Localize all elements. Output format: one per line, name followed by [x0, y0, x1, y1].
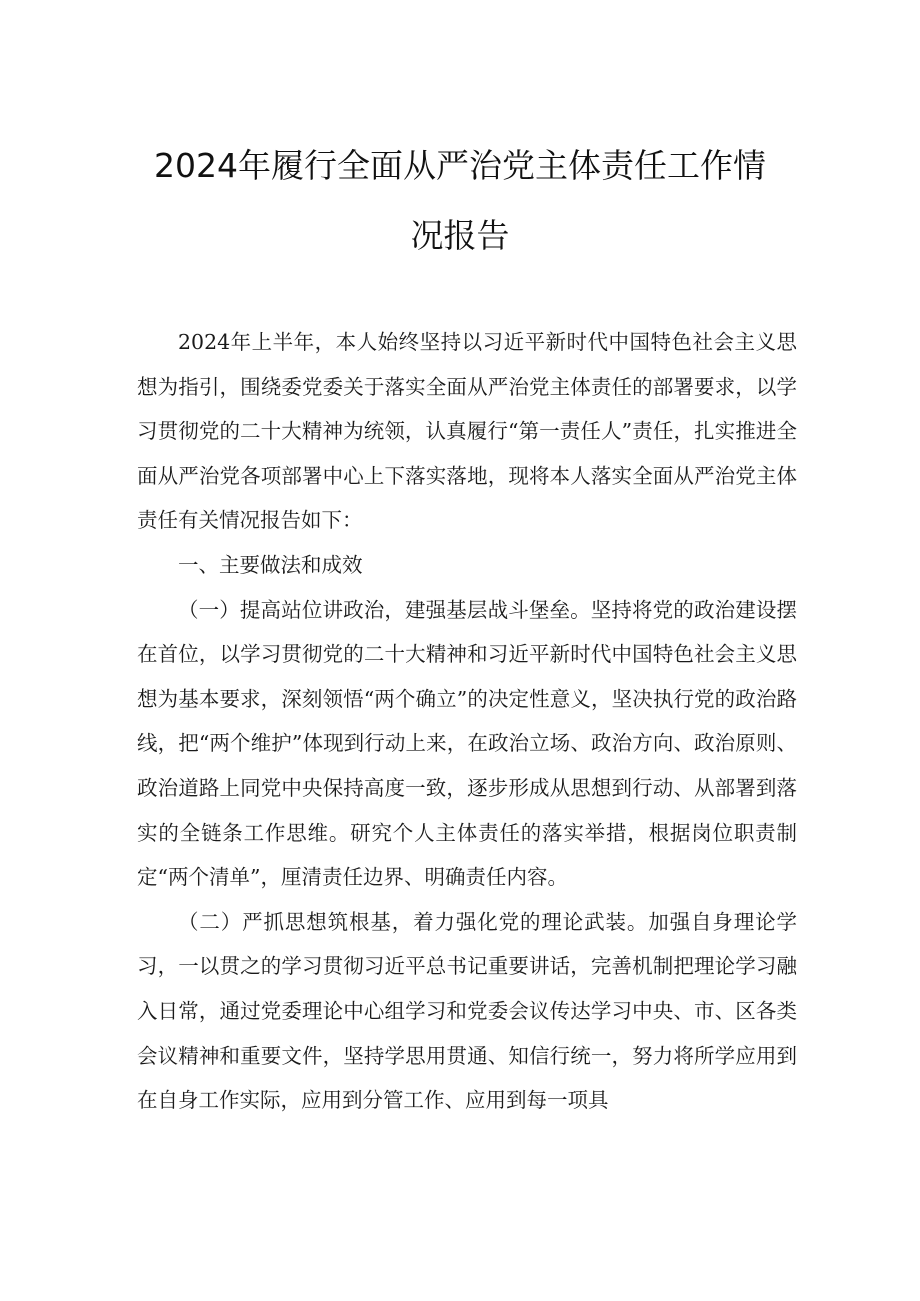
intro-paragraph: 2024年上半年，本人始终坚持以习近平新时代中国特色社会主义思想为指引，围绕委党委关于落实全面从严治党主体责任的部署要求，以学习贯彻党的二十大精神为统领，认真履行“第一责任人”责任，扎实推进全面从严治党各项部署中心上下落实落地，现将本人落实全面从严治党主体责任有关情况报告如下： [137, 330, 797, 533]
body-paragraph: （一）提高站位讲政治，建强基层战斗堡垒。坚持将党的政治建设摆在首位，以学习贯彻党的二十大精神和习近平新时代中国特色社会主义思想为基本要求，深刻领悟“两个确立”的决定性意义，坚决执行党的政治路线，把“两个维护”体现到行动上来，在政治立场、政治方向、政治原则、政治道路上同党中央保持高度一致，逐步形成从思想到行动、从部署到落实的全链条工作思维。研究个人主体责任的落实举措，根据岗位职责制定“两个清单”，厘清责任边界、明确责任内容。 [137, 597, 797, 890]
section-heading: 一、主要做法和成效 [178, 552, 363, 577]
document-title-line-1: 2024年履行全面从严治党主体责任工作情 [154, 146, 766, 185]
document-title-line-2: 况报告 [410, 216, 510, 255]
body-paragraph: （二）严抓思想筑根基，着力强化党的理论武装。加强自身理论学习，一以贯之的学习贯彻习近平总书记重要讲话，完善机制把理论学习融入日常，通过党委理论中心组学习和党委会议传达学习中央、市、区各类会议精神和重要文件，坚持学思用贯通、知信行统一，努力将所学应用到在自身工作实际，应用到分管工作、应用到每一项具 [137, 909, 797, 1113]
document-body [137, 320, 797, 1123]
